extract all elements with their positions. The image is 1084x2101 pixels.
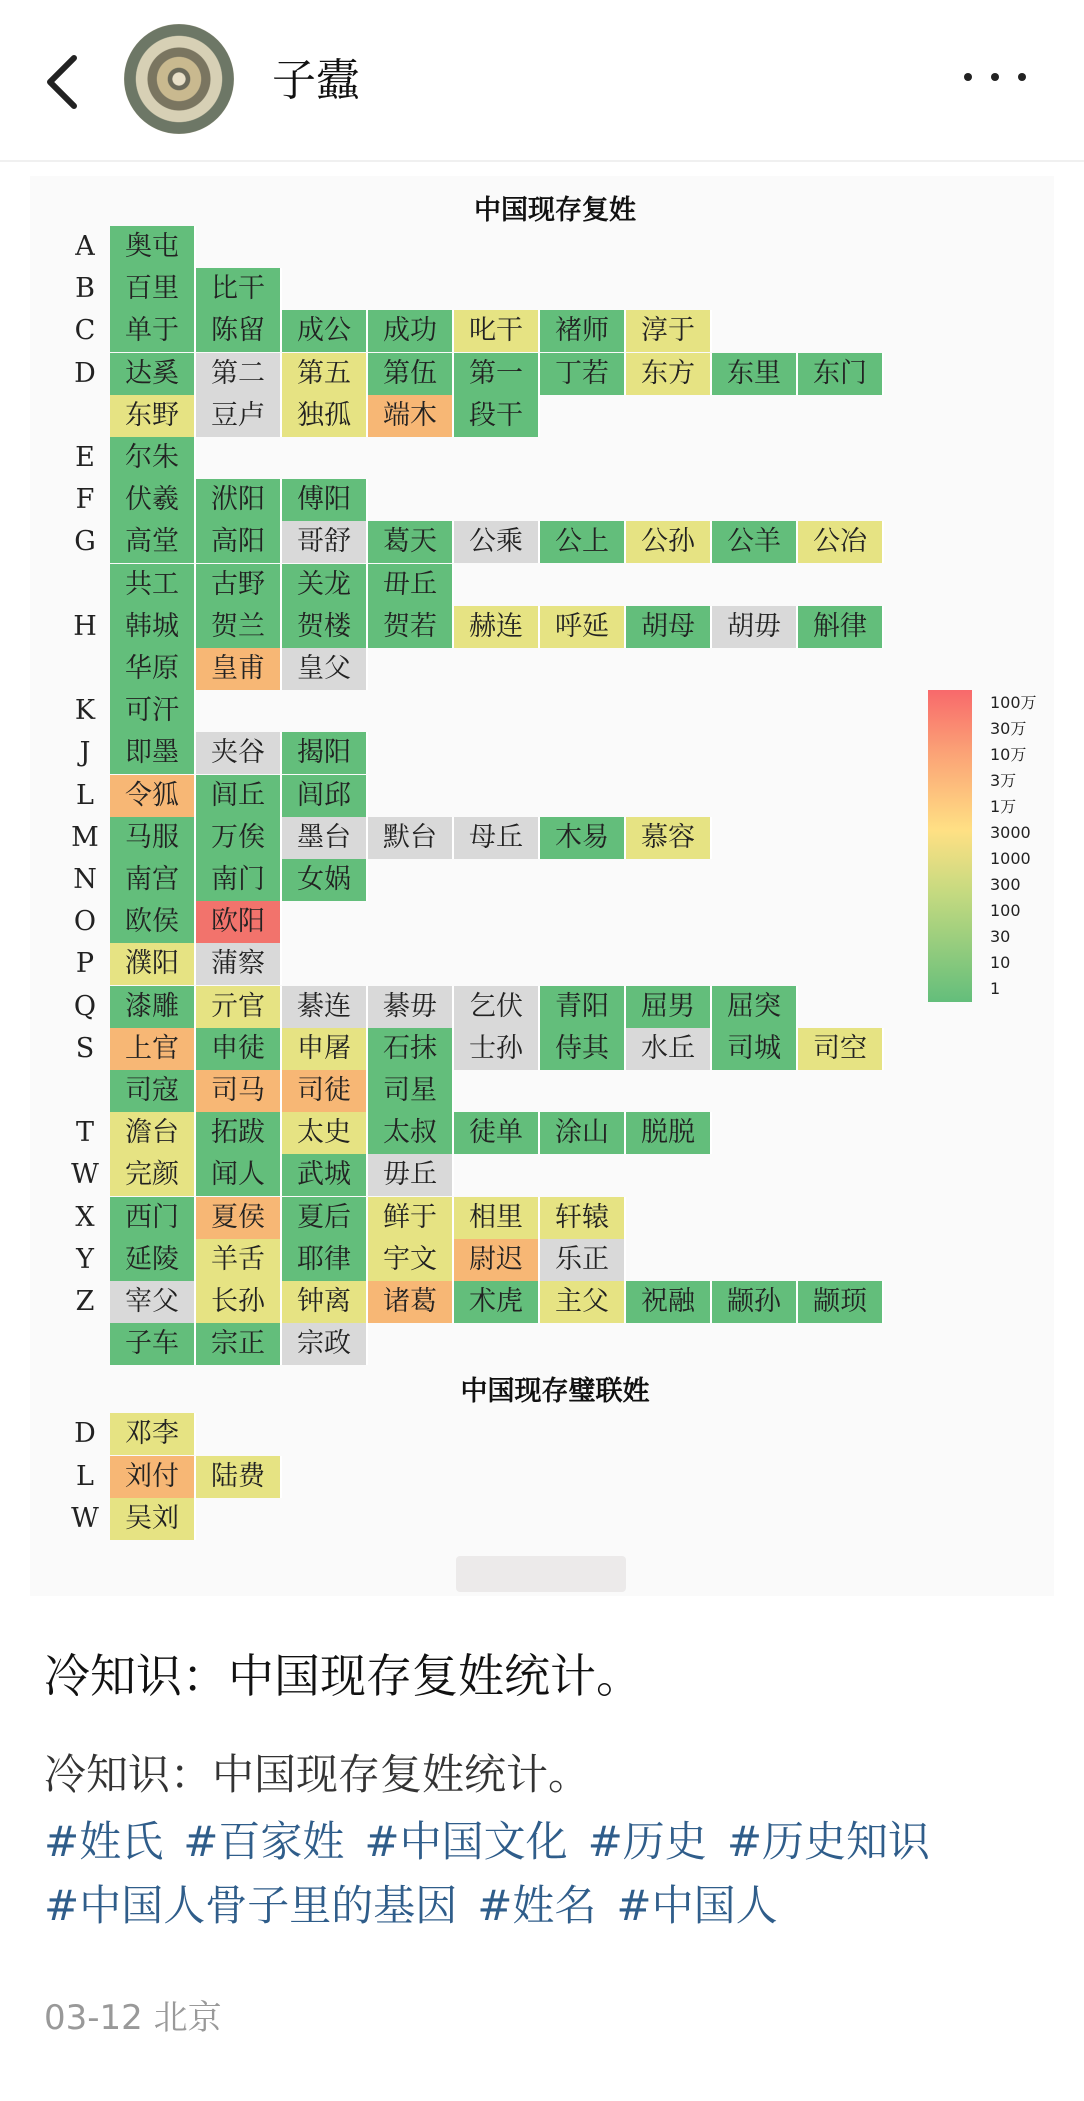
surname-cell: 南门	[196, 859, 282, 901]
surname-cell: 公乘	[454, 521, 540, 563]
row-letter: K	[74, 695, 96, 727]
surname-cell: 长孙	[196, 1281, 282, 1323]
surname-cell: 颛孙	[712, 1281, 798, 1323]
surname-cell: 公上	[540, 521, 626, 563]
surname-cell: 胡母	[626, 606, 712, 648]
surname-cell: 单于	[110, 310, 196, 352]
hashtag-link[interactable]: #中国文化	[364, 1817, 568, 1866]
row-letter: D	[74, 357, 96, 389]
surname-cell: 第伍	[368, 353, 454, 395]
hashtag-link[interactable]: #姓名	[477, 1881, 597, 1930]
surname-cell: 斛律	[798, 606, 884, 648]
row-letter: T	[75, 1117, 94, 1149]
row-letter: G	[74, 526, 96, 558]
post-title: 冷知识：中国现存复姓统计。	[44, 1649, 642, 1703]
surname-cell: 欧侯	[110, 901, 196, 943]
surname-cell: 淳于	[626, 310, 712, 352]
surname-cell: 成功	[368, 310, 454, 352]
hashtag-list	[44, 1810, 1054, 1938]
avatar[interactable]	[124, 24, 234, 134]
legend-label: 30	[990, 927, 1011, 946]
surname-cell: 褚师	[540, 310, 626, 352]
row-letter: L	[76, 779, 94, 811]
surname-cell: 高阳	[196, 521, 282, 563]
surname-cell: 主父	[540, 1281, 626, 1323]
surname-cell: 太史	[282, 1112, 368, 1154]
surname-cell: 贺楼	[282, 606, 368, 648]
hashtag-link[interactable]: #历史知识	[726, 1817, 931, 1866]
surname-cell: 叱干	[454, 310, 540, 352]
row-letter: E	[75, 442, 95, 473]
surname-cell: 东里	[712, 353, 798, 395]
surname-cell: 屈男	[626, 986, 712, 1028]
post-image[interactable]	[30, 176, 1054, 1596]
surname-cell: 綦毋	[368, 986, 454, 1028]
surname-cell: 耶律	[282, 1239, 368, 1281]
surname-cell: 脱脱	[626, 1112, 712, 1154]
surname-cell: 子车	[110, 1323, 196, 1365]
row-letter: Q	[73, 990, 97, 1022]
row-letter	[60, 1323, 110, 1365]
legend-label: 1000	[990, 849, 1031, 868]
row-letter: N	[73, 864, 97, 895]
surname-cell: 司星	[368, 1070, 454, 1112]
surname-cell: 第一	[454, 353, 540, 395]
surname-cell: 慕容	[626, 817, 712, 859]
surname-cell: 侍其	[540, 1028, 626, 1070]
surname-cell: 第二	[196, 353, 282, 395]
row-letter: A	[75, 231, 95, 262]
surname-cell: 马服	[110, 817, 196, 859]
surname-cell: 丁若	[540, 353, 626, 395]
surname-cell: 宗政	[282, 1323, 368, 1365]
surname-cell: 拓跋	[196, 1112, 282, 1154]
header-divider	[0, 160, 1084, 162]
surname-cell: 尉迟	[454, 1239, 540, 1281]
surname-cell: 百里	[110, 268, 196, 310]
surname-cell: 士孙	[454, 1028, 540, 1070]
surname-cell: 南宫	[110, 859, 196, 901]
more-dots-icon[interactable]	[964, 62, 1026, 92]
legend-label: 10	[990, 953, 1011, 972]
surname-cell: 韩城	[110, 606, 196, 648]
surname-cell: 豆卢	[196, 395, 282, 437]
legend-label: 10万	[990, 745, 1027, 764]
surname-cell: 哥舒	[282, 521, 368, 563]
surname-cell: 宰父	[110, 1281, 196, 1323]
surname-cell: 葛天	[368, 521, 454, 563]
surname-cell: 水丘	[626, 1028, 712, 1070]
surname-cell: 傅阳	[282, 479, 368, 521]
row-letter	[60, 1070, 110, 1112]
surname-cell: 高堂	[110, 521, 196, 563]
row-letter: O	[73, 906, 97, 938]
legend-label: 30万	[990, 719, 1027, 738]
surname-cell: 东野	[110, 395, 196, 437]
surname-cell: 闾丘	[196, 775, 282, 817]
row-letter: W	[71, 1502, 99, 1534]
row-letter: X	[75, 1201, 95, 1233]
row-letter: J	[79, 737, 91, 769]
surname-cell: 毌丘	[368, 564, 454, 606]
surname-cell: 完颜	[110, 1154, 196, 1196]
surname-cell: 羊舌	[196, 1239, 282, 1281]
surname-cell: 呼延	[540, 606, 626, 648]
surname-cell: 公孙	[626, 521, 712, 563]
surname-cell: 闻人	[196, 1154, 282, 1196]
surname-cell: 申屠	[282, 1028, 368, 1070]
surname-cell: 段干	[454, 395, 540, 437]
surname-cell: 屈突	[712, 986, 798, 1028]
surname-cell: 关龙	[282, 564, 368, 606]
row-letter: Y	[76, 1243, 94, 1275]
surname-cell: 皇父	[282, 648, 368, 690]
surname-cell: 陆费	[196, 1456, 282, 1498]
row-letter: H	[73, 610, 97, 642]
surname-cell: 武城	[282, 1154, 368, 1196]
surname-cell: 亓官	[196, 986, 282, 1028]
surname-cell: 伏羲	[110, 479, 196, 521]
legend-label: 1万	[990, 797, 1017, 816]
surname-cell: 申徒	[196, 1028, 282, 1070]
surname-cell: 贺若	[368, 606, 454, 648]
surname-cell: 轩辕	[540, 1197, 626, 1239]
surname-cell: 乞伏	[454, 986, 540, 1028]
surname-cell: 比干	[196, 268, 282, 310]
surname-cell: 端木	[368, 395, 454, 437]
surname-cell: 令狐	[110, 775, 196, 817]
surname-cell: 成公	[282, 310, 368, 352]
surname-cell: 夏后	[282, 1197, 368, 1239]
surname-cell: 青阳	[540, 986, 626, 1028]
surname-cell: 即墨	[110, 732, 196, 774]
surname-cell: 墨台	[282, 817, 368, 859]
surname-cell: 揭阳	[282, 732, 368, 774]
legend-label: 3000	[990, 823, 1031, 842]
row-letter: W	[71, 1159, 99, 1191]
surname-cell: 皇甫	[196, 648, 282, 690]
surname-cell: 司寇	[110, 1070, 196, 1112]
surname-cell: 赫连	[454, 606, 540, 648]
surname-cell: 万俟	[196, 817, 282, 859]
surname-cell: 奥屯	[110, 226, 196, 268]
legend-label: 100	[990, 901, 1021, 920]
row-letter: D	[74, 1418, 96, 1450]
surname-cell: 共工	[110, 564, 196, 606]
surname-cell: 第五	[282, 353, 368, 395]
surname-cell: 夏侯	[196, 1197, 282, 1239]
row-letter: Z	[75, 1286, 95, 1317]
surname-cell: 刘付	[110, 1456, 196, 1498]
surname-cell: 司空	[798, 1028, 884, 1070]
row-letter: B	[75, 273, 95, 305]
surname-cell: 司城	[712, 1028, 798, 1070]
surname-cell: 夹谷	[196, 732, 282, 774]
post-meta: 03-12 北京	[44, 1998, 222, 2038]
surname-cell: 司马	[196, 1070, 282, 1112]
surname-cell: 东方	[626, 353, 712, 395]
row-letter: F	[75, 484, 95, 516]
surname-cell: 涂山	[540, 1112, 626, 1154]
surname-cell: 母丘	[454, 817, 540, 859]
surname-cell: 鲜于	[368, 1197, 454, 1239]
row-letter: P	[75, 948, 95, 980]
row-letter: M	[71, 821, 99, 853]
surname-cell: 木易	[540, 817, 626, 859]
hashtag-link[interactable]: #姓氏	[44, 1817, 164, 1866]
legend-label: 100万	[990, 693, 1037, 712]
hashtag-link[interactable]: #中国人骨子里的基因	[44, 1881, 458, 1930]
surname-cell: 太叔	[368, 1112, 454, 1154]
surname-cell: 蒲察	[196, 943, 282, 985]
chart-title-2: 中国现存璧联姓	[460, 1376, 650, 1408]
username[interactable]: 子蠹	[272, 55, 360, 106]
surname-cell: 术虎	[454, 1281, 540, 1323]
surname-cell: 闾邱	[282, 775, 368, 817]
surname-cell: 徒单	[454, 1112, 540, 1154]
surname-cell: 澹台	[110, 1112, 196, 1154]
blurred-watermark	[456, 1556, 626, 1592]
surname-cell: 尔朱	[110, 437, 196, 479]
surname-cell: 胡毋	[712, 606, 798, 648]
hashtag-link[interactable]: #中国人	[616, 1881, 778, 1930]
surname-cell: 毋丘	[368, 1154, 454, 1196]
row-letter: C	[74, 315, 96, 347]
chart-title: 中国现存复姓	[474, 195, 636, 226]
surname-cell: 相里	[454, 1197, 540, 1239]
surname-cell: 宇文	[368, 1239, 454, 1281]
surname-cell: 可汗	[110, 690, 196, 732]
legend-label: 3万	[990, 771, 1017, 790]
surname-cell: 贺兰	[196, 606, 282, 648]
surname-cell: 陈留	[196, 310, 282, 352]
surname-cell: 华原	[110, 648, 196, 690]
surname-cell: 濮阳	[110, 943, 196, 985]
legend-label: 1	[990, 979, 1001, 998]
hashtag-link[interactable]: #历史	[587, 1817, 707, 1866]
surname-cell: 石抹	[368, 1028, 454, 1070]
color-scale-labels	[990, 690, 1060, 1002]
row-letter	[60, 395, 110, 437]
surname-cell: 乐正	[540, 1239, 626, 1281]
surname-cell: 上官	[110, 1028, 196, 1070]
color-scale-bar	[928, 690, 972, 1002]
surname-cell: 司徒	[282, 1070, 368, 1112]
surname-cell: 公羊	[712, 521, 798, 563]
row-letter: L	[76, 1460, 94, 1492]
surname-cell: 綦连	[282, 986, 368, 1028]
row-letter	[60, 648, 110, 690]
surname-cell: 邓李	[110, 1413, 196, 1455]
hashtag-link[interactable]: #百家姓	[183, 1817, 345, 1866]
row-letter	[60, 564, 110, 606]
surname-cell: 女娲	[282, 859, 368, 901]
surname-cell: 东门	[798, 353, 884, 395]
surname-cell: 独孤	[282, 395, 368, 437]
surname-cell: 洑阳	[196, 479, 282, 521]
surname-cell: 颛顼	[798, 1281, 884, 1323]
surname-cell: 达奚	[110, 353, 196, 395]
post-body: 冷知识：中国现存复姓统计。	[44, 1750, 591, 1799]
row-letter: S	[75, 1032, 95, 1064]
surname-cell: 漆雕	[110, 986, 196, 1028]
surname-cell: 吴刘	[110, 1498, 196, 1540]
surname-cell: 公冶	[798, 521, 884, 563]
surname-cell: 祝融	[626, 1281, 712, 1323]
surname-cell: 西门	[110, 1197, 196, 1239]
chevron-left-icon[interactable]	[40, 52, 84, 112]
surname-cell: 默台	[368, 817, 454, 859]
surname-cell: 诸葛	[368, 1281, 454, 1323]
surname-cell: 欧阳	[196, 901, 282, 943]
top-bar	[0, 0, 1084, 160]
surname-cell: 钟离	[282, 1281, 368, 1323]
surname-cell: 延陵	[110, 1239, 196, 1281]
surname-cell: 古野	[196, 564, 282, 606]
legend-label: 300	[990, 875, 1021, 894]
surname-cell: 宗正	[196, 1323, 282, 1365]
